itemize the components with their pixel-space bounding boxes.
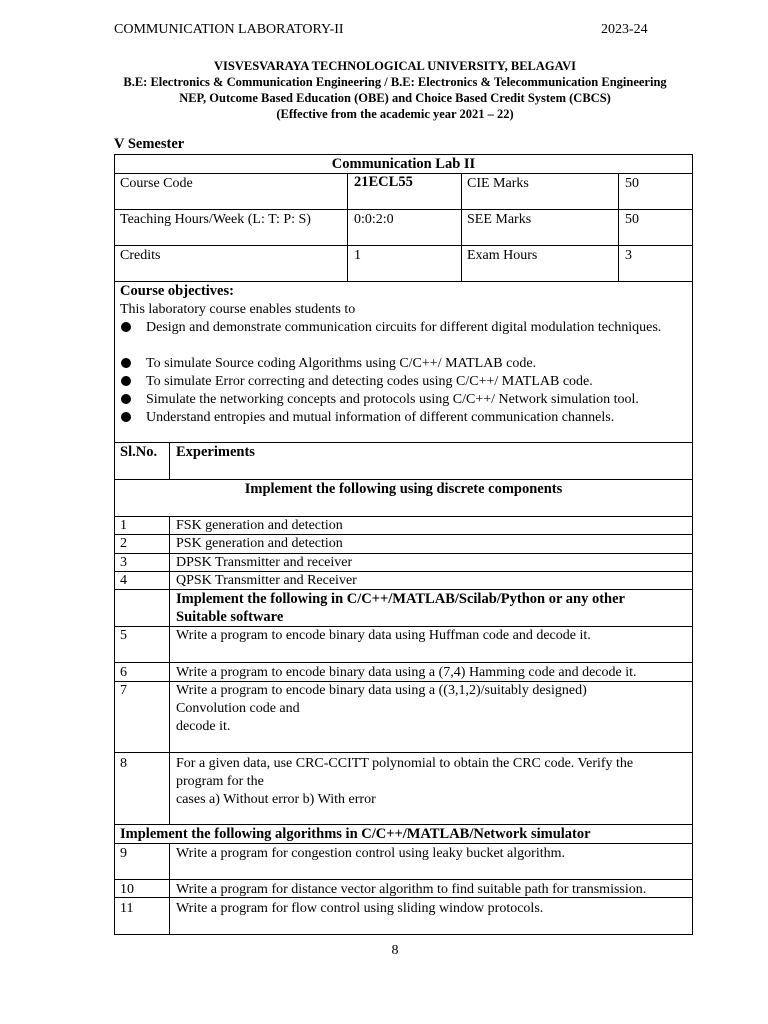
see-marks-label: SEE Marks: [467, 212, 532, 227]
experiment-text-cont: Convolution code and: [176, 701, 300, 716]
experiment-number: 6: [120, 665, 127, 680]
scheme-line: NEP, Outcome Based Education (OBE) and Choice Based Credit System (CBCS): [179, 91, 611, 105]
bullet-icon: [121, 412, 131, 422]
bullet-icon: [121, 358, 131, 368]
credits-value: 1: [354, 248, 361, 263]
experiment-number: 9: [120, 846, 127, 861]
objectives-heading: Course objectives:: [120, 283, 234, 299]
semester-label: V Semester: [114, 136, 185, 152]
course-title: Communication Lab II: [331, 156, 476, 172]
programme-line: B.E: Electronics & Communication Engineering / B.E: Electronics & Telecommunication Engineering: [123, 75, 667, 89]
experiment-text: QPSK Transmitter and Receiver: [176, 573, 357, 588]
experiment-number: 10: [120, 882, 134, 897]
experiment-text-cont: program for the: [176, 774, 264, 789]
col-header-slno: Sl.No.: [120, 444, 158, 460]
experiment-text: Write a program to encode binary data using a (7,4) Hamming code and decode it.: [176, 665, 637, 680]
experiment-text: DPSK Transmitter and receiver: [176, 555, 353, 570]
exam-hours-label: Exam Hours: [467, 248, 538, 263]
experiment-text-cont: cases a) Without error b) With error: [176, 792, 376, 807]
objective-item: Understand entropies and mutual information of different communication channels.: [146, 410, 615, 425]
running-header-year: 2023-24: [601, 22, 648, 37]
exam-hours-value: 3: [625, 248, 632, 263]
course-code-label: Course Code: [120, 176, 193, 191]
cie-marks-value: 50: [625, 176, 639, 191]
section-heading-software-cont: Suitable software: [176, 609, 284, 625]
experiment-text: Write a program for flow control using sliding window protocols.: [176, 901, 544, 916]
experiment-number: 7: [120, 683, 127, 698]
section-heading-algorithms: Implement the following algorithms in C/C++/MATLAB/Network simulator: [120, 826, 591, 842]
bullet-icon: [121, 376, 131, 386]
experiment-number: 1: [120, 518, 127, 533]
experiment-text: Write a program to encode binary data using Huffman code and decode it.: [176, 628, 591, 643]
experiment-number: 8: [120, 756, 127, 771]
experiment-text: PSK generation and detection: [176, 536, 343, 551]
cie-marks-label: CIE Marks: [467, 176, 529, 191]
experiment-number: 3: [120, 555, 127, 570]
teaching-hours-label: Teaching Hours/Week (L: T: P: S): [120, 212, 311, 227]
experiment-number: 2: [120, 536, 127, 551]
experiment-text: Write a program to encode binary data using a ((3,1,2)/suitably designed): [176, 683, 587, 698]
experiment-text: FSK generation and detection: [176, 518, 343, 533]
experiment-number: 5: [120, 628, 127, 643]
credits-label: Credits: [120, 248, 161, 263]
university-name: VISVESVARAYA TECHNOLOGICAL UNIVERSITY, BELAGAVI: [214, 59, 576, 73]
objective-item: Simulate the networking concepts and protocols using C/C++/ Network simulation tool.: [146, 392, 639, 407]
experiment-text-cont: decode it.: [176, 719, 231, 734]
experiment-number: 4: [120, 573, 127, 588]
bullet-icon: [121, 322, 131, 332]
objective-item: To simulate Error correcting and detecting codes using C/C++/ MATLAB code.: [146, 374, 593, 389]
objective-item: To simulate Source coding Algorithms using C/C++/ MATLAB code.: [146, 356, 537, 371]
running-header-title: COMMUNICATION LABORATORY-II: [114, 22, 344, 37]
experiment-text: For a given data, use CRC-CCITT polynomial to obtain the CRC code. Verify the: [176, 756, 634, 771]
effective-year-line: (Effective from the academic year 2021 – 22): [276, 107, 514, 121]
section-heading-software: Implement the following in C/C++/MATLAB/Scilab/Python or any other: [176, 591, 625, 607]
see-marks-value: 50: [625, 212, 639, 227]
experiment-text: Write a program for distance vector algorithm to find suitable path for transmission.: [176, 882, 647, 897]
section-heading-discrete: Implement the following using discrete components: [244, 481, 563, 497]
bullet-icon: [121, 394, 131, 404]
page-number: 8: [391, 943, 399, 958]
col-header-experiments: Experiments: [176, 444, 255, 460]
objective-item: Design and demonstrate communication circuits for different digital modulation techniques.: [146, 320, 662, 335]
experiment-number: 11: [120, 901, 134, 916]
course-code-value: 21ECL55: [354, 174, 413, 190]
objectives-intro: This laboratory course enables students to: [120, 302, 356, 317]
teaching-hours-value: 0:0:2:0: [354, 212, 394, 227]
experiment-text: Write a program for congestion control using leaky bucket algorithm.: [176, 846, 565, 861]
